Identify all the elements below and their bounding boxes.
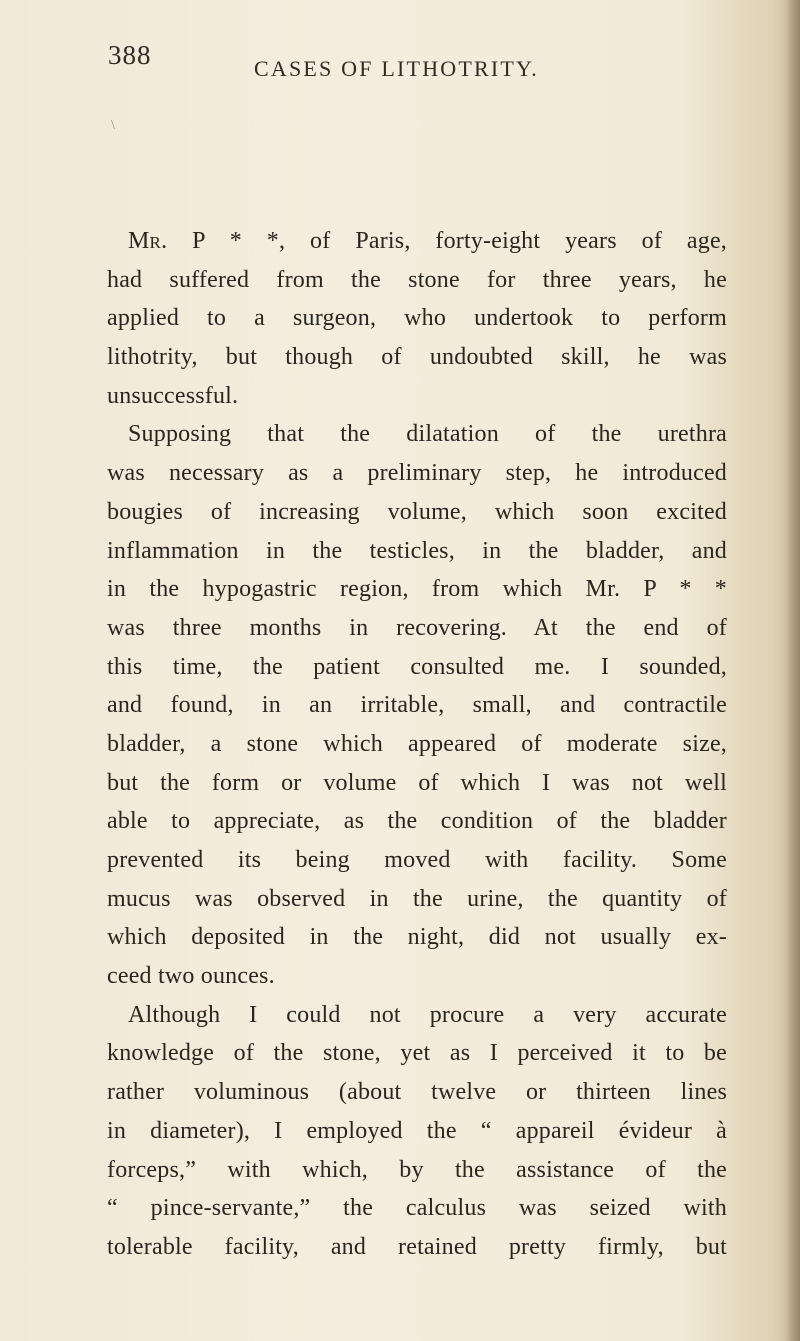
text-line: “ pince-servante,” the calculus was seized with [107,1195,727,1222]
text-line: in diameter), I employed the “ appareil évideur à [107,1117,727,1144]
text-line: inflammation in the testicles, in the bladder, and [107,537,727,564]
text-line: was three months in recovering. At the end of [107,614,727,641]
text-line: able to appreciate, as the condition of the bladder [107,808,727,835]
text-line: had suffered from the stone for three years, he [107,266,727,293]
text-line: ceed two ounces. [107,963,275,990]
text-line: which deposited in the night, did not usually ex- [107,924,727,951]
running-head: CASES OF LITHOTRITY. [254,56,540,81]
text-line: and found, in an irritable, small, and contractile [107,692,727,719]
text-line: Although I could not procure a very accurate [128,1001,727,1028]
text-line: Supposing that the dilatation of the urethra [128,421,727,448]
text-line: prevented its being moved with facility. Some [107,847,727,873]
text-line: unsuccessful. [107,382,239,409]
text-line: rather voluminous (about twelve or thirteen lines [107,1079,727,1106]
text-line: but the form or volume of which I was not well [107,769,727,796]
text-line: forceps,” with which, by the assistance of the [107,1156,727,1183]
margin-mark: \ [111,118,115,133]
page-number: 388 [108,40,152,70]
text-line: this time, the patient consulted me. I sounded, [107,653,727,680]
text-line: was necessary as a preliminary step, he introduced [107,460,727,487]
text-line: tolerable facility, and retained pretty firmly, but [107,1233,727,1260]
text-line: bougies of increasing volume, which soon excited [107,498,727,525]
body-text [107,222,727,1267]
page-edge-shadow [786,0,800,1341]
text-line [107,222,727,261]
text-line: in the hypogastric region, from which Mr. P * * [107,576,727,603]
text-line: bladder, a stone which appeared of moderate size, [107,730,727,757]
text-line: knowledge of the stone, yet as I perceived it to be [107,1040,727,1067]
text-line: lithotrity, but though of undoubted skill, he was [107,344,727,371]
text-line: applied to a surgeon, who undertook to perform [107,305,727,332]
text-line: mucus was observed in the urine, the quantity of [107,885,727,912]
opening-small-caps: Mr. [128,228,168,254]
text-line-rest: P * *, of Paris, forty-eight years of age, [167,228,727,254]
